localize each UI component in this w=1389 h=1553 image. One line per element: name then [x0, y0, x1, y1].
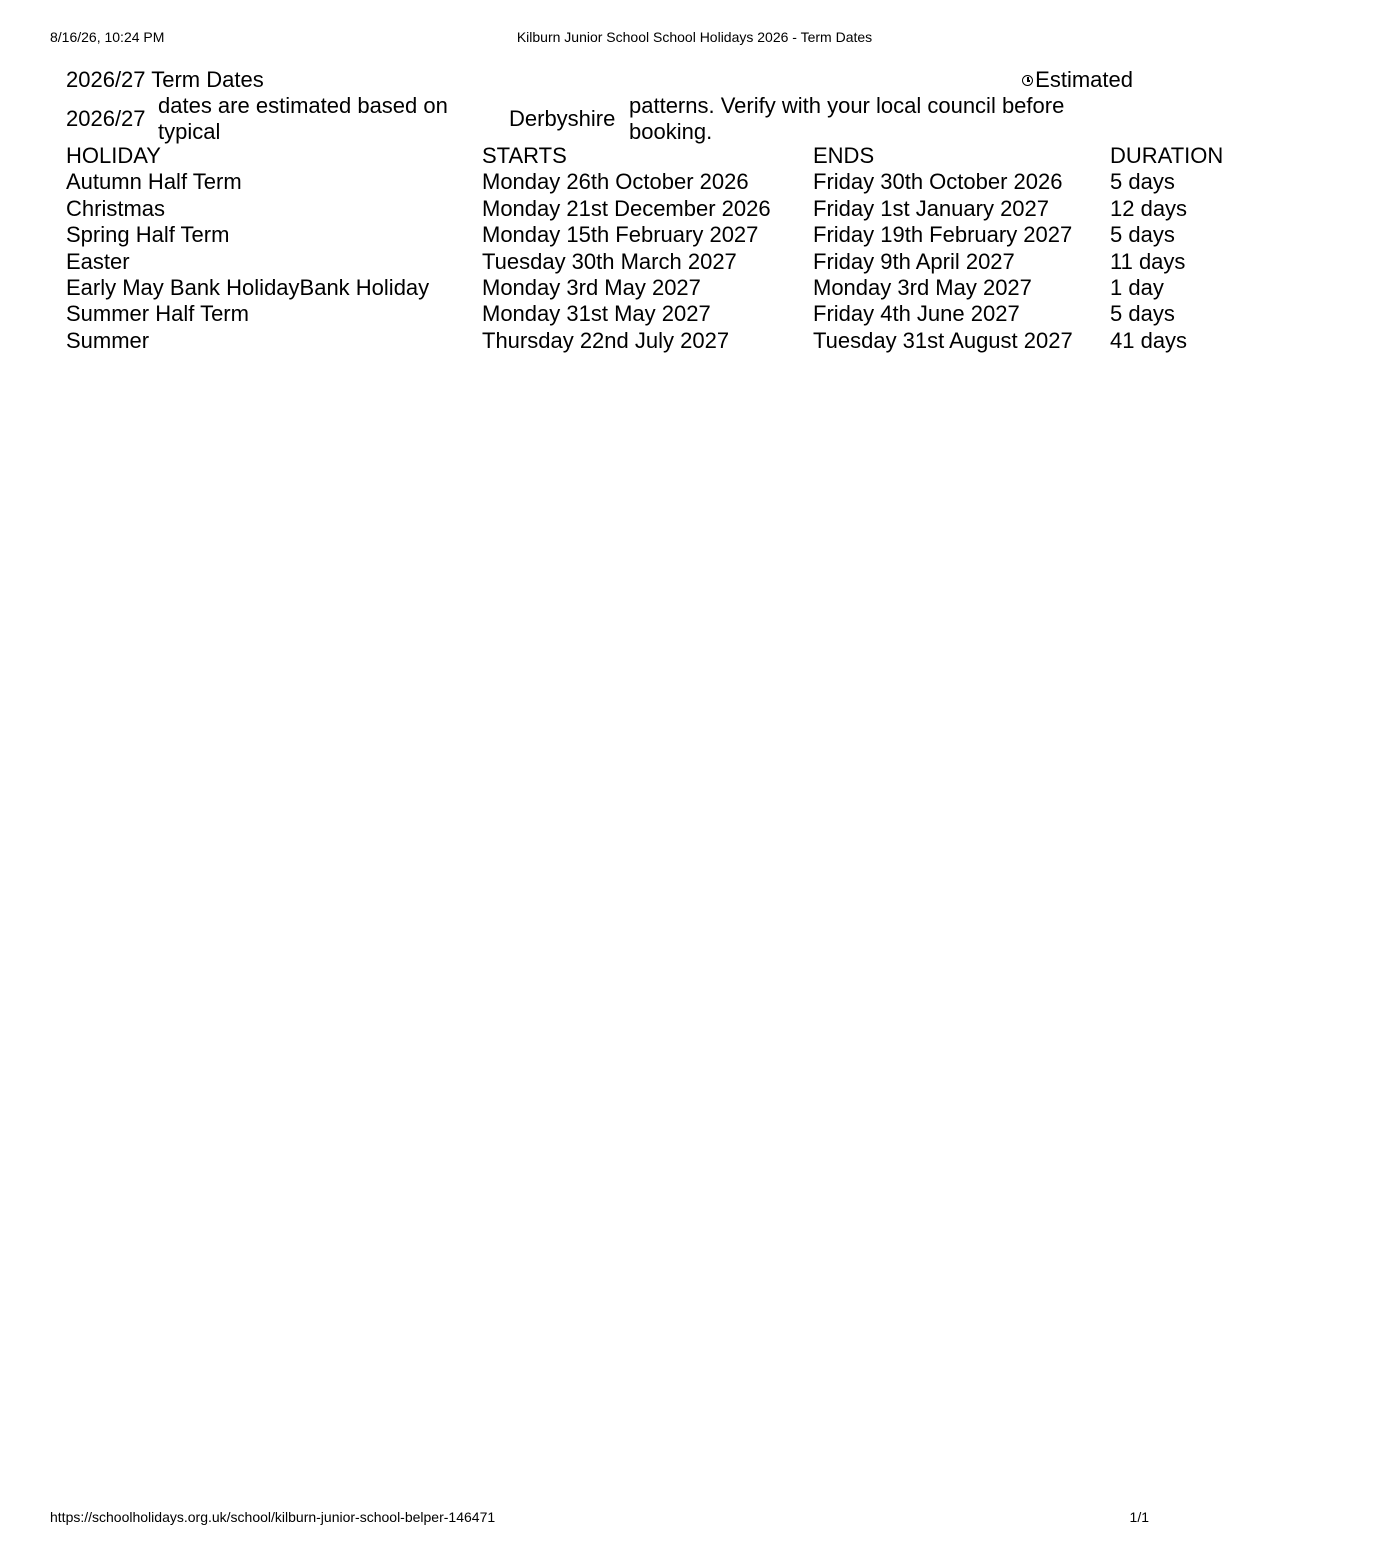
estimated-badge: [1022, 66, 1133, 94]
clock-icon: [1022, 75, 1033, 86]
print-page-title: Kilburn Junior School School Holidays 2026 - Term Dates: [516, 29, 873, 45]
end-date: Friday 4th June 2027: [813, 301, 1020, 327]
section-header: [66, 66, 1133, 94]
estimate-notice: [66, 92, 1133, 146]
start-date: Monday 31st May 2027: [482, 301, 711, 327]
end-date: Tuesday 31st August 2027: [813, 327, 1073, 353]
table-row: [66, 196, 1206, 222]
end-date: Friday 1st January 2027: [813, 195, 1050, 221]
print-datetime: 8/16/26, 10:24 PM: [50, 29, 165, 45]
print-url: https://schoolholidays.org.uk/school/kilburn-junior-school-belper-146471: [50, 1509, 496, 1525]
holiday-name: Summer Half Term: [66, 301, 249, 327]
col-header-holiday: HOLIDAY: [66, 143, 161, 168]
duration: 1 day: [1110, 275, 1164, 301]
start-date: Monday 26th October 2026: [482, 169, 749, 195]
duration: 12 days: [1110, 195, 1188, 221]
col-header-starts: STARTS: [482, 143, 567, 168]
table-row: [66, 275, 1206, 301]
estimated-label: Estimated: [1035, 67, 1133, 92]
start-date: Monday 21st December 2026: [482, 195, 771, 221]
notice-text-before: dates are estimated based on typical: [158, 93, 448, 144]
print-page-number: 1/1: [1129, 1509, 1149, 1525]
holiday-name: Summer: [66, 327, 150, 353]
end-date: Friday 9th April 2027: [813, 248, 1015, 274]
notice-region: Derbyshire: [509, 106, 616, 131]
holiday-name: Easter: [66, 248, 130, 274]
holiday-name: Early May Bank HolidayBank Holiday: [66, 275, 430, 301]
notice-year: 2026/27: [66, 106, 146, 131]
end-date: Friday 19th February 2027: [813, 222, 1073, 248]
table-header-row: [66, 143, 1206, 169]
start-date: Monday 15th February 2027: [482, 222, 759, 248]
table-row: [66, 222, 1206, 248]
duration: 5 days: [1110, 169, 1175, 195]
holiday-name: Autumn Half Term: [66, 169, 242, 195]
table-row: [66, 169, 1206, 195]
table-row: [66, 328, 1206, 354]
term-dates-table: [66, 143, 1224, 354]
col-header-duration: DURATION: [1110, 143, 1224, 168]
holiday-name: Christmas: [66, 195, 166, 221]
section-title: 2026/27 Term Dates: [66, 67, 264, 92]
duration: 5 days: [1110, 222, 1175, 248]
col-header-ends: ENDS: [813, 143, 875, 168]
term-dates-section: [66, 64, 1224, 364]
end-date: Friday 30th October 2026: [813, 169, 1063, 195]
notice-text-after: patterns. Verify with your local council before booking.: [629, 93, 1065, 144]
start-date: Thursday 22nd July 2027: [482, 327, 730, 353]
end-date: Monday 3rd May 2027: [813, 275, 1032, 301]
duration: 11 days: [1110, 248, 1186, 274]
duration: 5 days: [1110, 301, 1175, 327]
holiday-name: Spring Half Term: [66, 222, 230, 248]
start-date: Monday 3rd May 2027: [482, 275, 701, 301]
table-row: [66, 301, 1206, 327]
start-date: Tuesday 30th March 2027: [482, 248, 737, 274]
table-row: [66, 249, 1206, 275]
duration: 41 days: [1110, 327, 1188, 353]
